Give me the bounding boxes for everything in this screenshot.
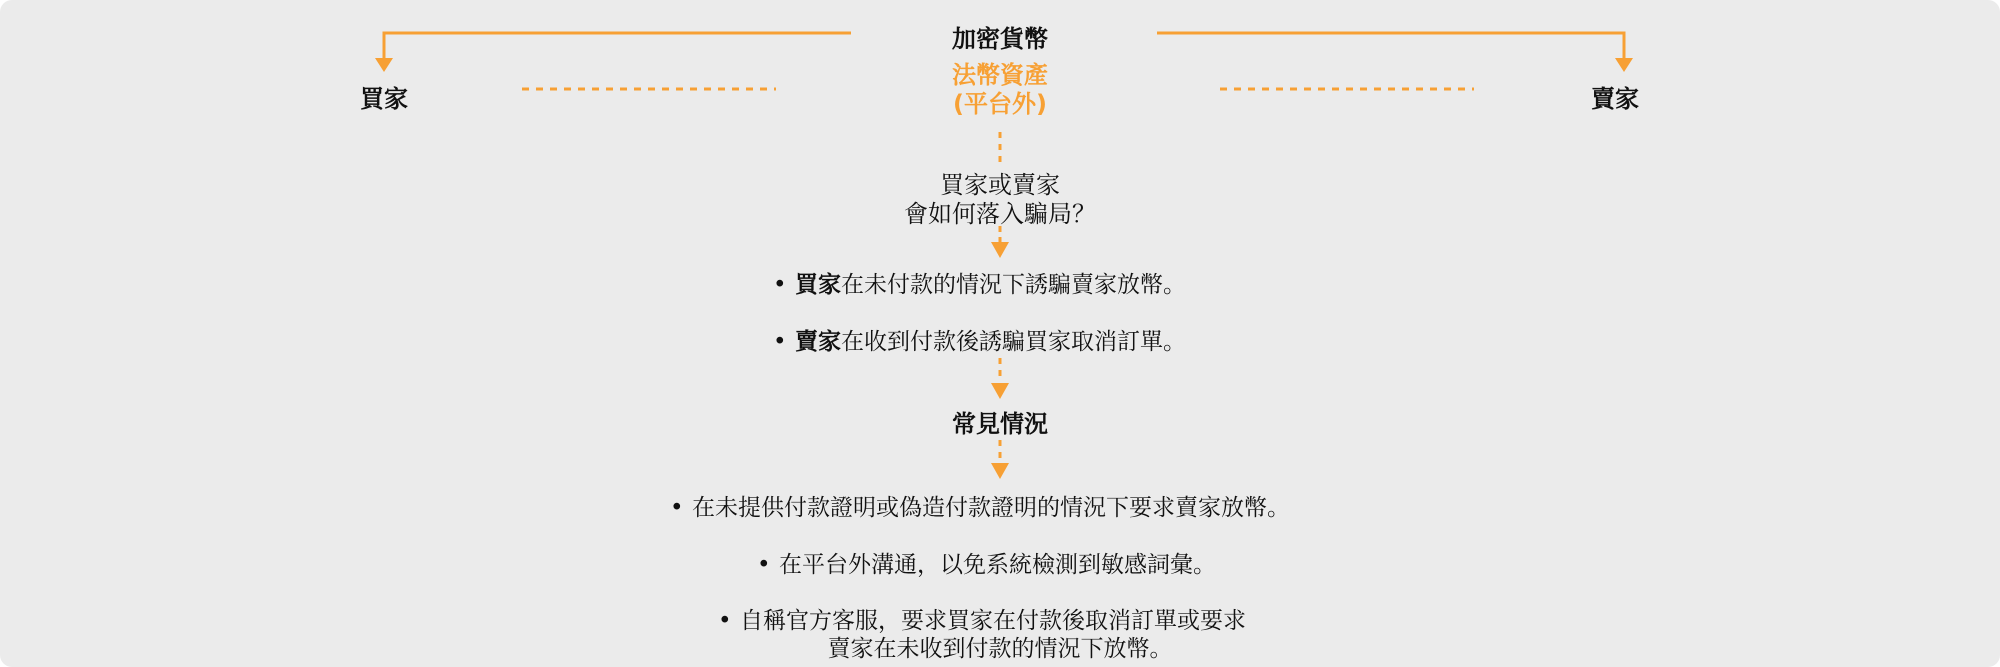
scams-arrowhead (991, 242, 1009, 258)
crypto-label: 加密貨幣 (952, 25, 1048, 53)
scam-item-seller (773, 323, 1186, 356)
question-line-2: 會如何落入騙局？ (904, 200, 1096, 228)
common-item-text: 在平台外溝通，以免系統檢測到敏感詞彙。 (779, 552, 1216, 578)
seller-label: 賣家 (1591, 85, 1639, 113)
question-line-1: 買家或賣家 (940, 171, 1060, 199)
buyer-label: 買家 (360, 85, 408, 113)
scam-item-subject: 買家 (795, 272, 841, 298)
crypto-to-seller-line (1157, 33, 1624, 60)
scam-item-subject: 賣家 (795, 329, 841, 355)
scam-item-text: 在未付款的情況下誘騙賣家放幣。 (841, 272, 1186, 298)
bullet-dot: • (670, 495, 684, 521)
crypto-to-buyer-line (384, 33, 851, 60)
bullet-dot: • (773, 329, 787, 355)
scam-item-buyer (773, 266, 1186, 299)
common-item-continuation: 賣家在未收到付款的情況下放幣。 (827, 636, 1173, 662)
bullet-dot: • (757, 552, 771, 578)
list-arrowhead (991, 463, 1009, 479)
common-item (670, 489, 1290, 522)
seller-arrowhead (1615, 58, 1633, 72)
fiat-label: 法幣資產 (952, 61, 1048, 89)
fiat-offplatform-label: (平台外) (953, 90, 1047, 118)
bullet-dot: • (773, 272, 787, 298)
bullet-dot: • (718, 608, 732, 634)
common-arrowhead (991, 383, 1009, 399)
common-item (757, 546, 1216, 579)
common-item-text: 在未提供付款證明或偽造付款證明的情況下要求賣家放幣。 (692, 495, 1290, 521)
scam-item-text: 在收到付款後誘騙買家取消訂單。 (841, 329, 1186, 355)
common-item-text: 自稱官方客服，要求買家在付款後取消訂單或要求 (740, 608, 1246, 634)
common-title: 常見情況 (952, 410, 1048, 438)
buyer-arrowhead (375, 58, 393, 72)
